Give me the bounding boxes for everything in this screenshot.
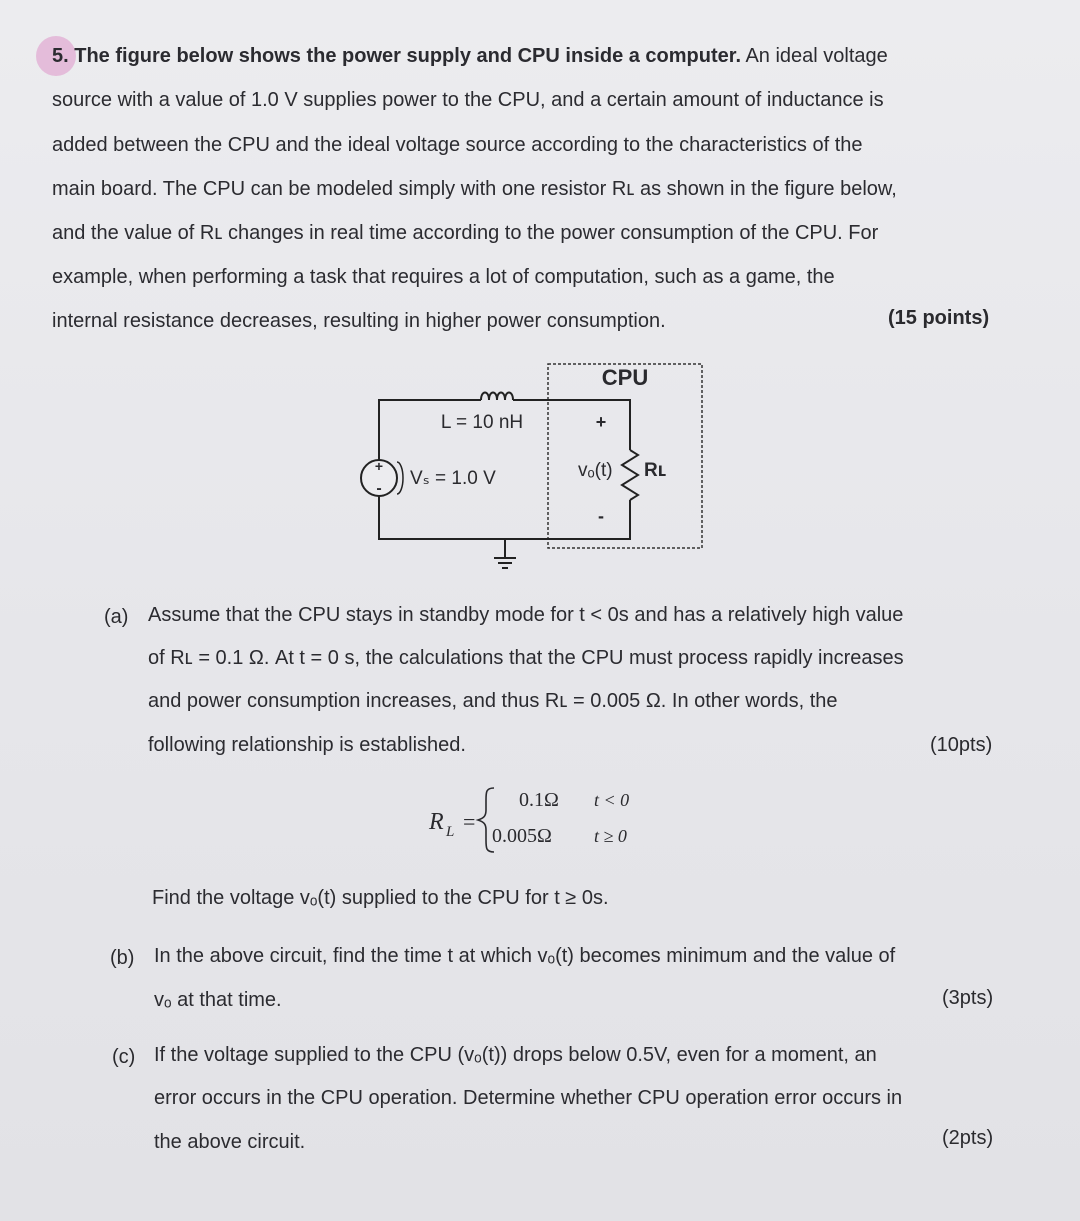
- plus-sign: +: [595, 412, 607, 432]
- intro-line-1-bold: 5. The figure below shows the power supply and CPU inside a computer.: [52, 45, 742, 67]
- part-c-line-3: the above circuit.: [154, 1131, 306, 1153]
- total-points: (15 points): [888, 307, 990, 329]
- part-b-label: (b): [110, 947, 135, 969]
- equation-equals: =: [463, 809, 476, 834]
- part-a-find: Find the voltage vₒ(t) supplied to the CPU for t ≥ 0s.: [152, 887, 609, 909]
- intro-line-5: and the value of Rʟ changes in real time according to the power consumption of the CPU. For: [52, 222, 879, 244]
- equation-case1-value: 0.1Ω: [519, 789, 559, 811]
- part-c-label: (c): [112, 1046, 136, 1068]
- part-a-points: (10pts): [930, 734, 993, 756]
- intro-line-2: source with a value of 1.0 V supplies power to the CPU, and a certain amount of inductance is: [52, 89, 884, 111]
- rl-label: Rʟ: [644, 460, 667, 481]
- intro-line-3: added between the CPU and the ideal voltage source according to the characteristics of the: [52, 134, 863, 156]
- part-b-line-1: In the above circuit, find the time t at which vₒ(t) becomes minimum and the value of: [154, 945, 896, 967]
- inductor-label: L = 10 nH: [440, 412, 524, 433]
- intro-line-4: main board. The CPU can be modeled simply with one resistor Rʟ as shown in the figure below,: [52, 178, 897, 200]
- part-c-line-1: If the voltage supplied to the CPU (vₒ(t)) drops below 0.5V, even for a moment, an: [154, 1044, 877, 1066]
- vo-label: vₒ(t): [578, 460, 613, 481]
- part-a-line-2: of Rʟ = 0.1 Ω. At t = 0 s, the calculations that the CPU must process rapidly increases: [148, 647, 904, 669]
- source-minus: -: [376, 480, 382, 497]
- equation-lhs: R: [429, 809, 444, 835]
- minus-sign: -: [598, 506, 604, 526]
- part-a-line-4: following relationship is established.: [148, 734, 466, 756]
- part-a-line-3: and power consumption increases, and thus Rʟ = 0.005 Ω. In other words, the: [148, 690, 838, 712]
- equation-case1-cond: t < 0: [594, 790, 630, 810]
- equation-case2-value: 0.005Ω: [492, 825, 552, 847]
- part-c-points: (2pts): [942, 1127, 994, 1149]
- intro-line-7: internal resistance decreases, resulting in higher power consumption.: [52, 310, 666, 332]
- cpu-label: CPU: [601, 365, 649, 390]
- equation-lhs-sub: L: [446, 824, 455, 840]
- intro-line-1-rest: An ideal voltage: [741, 45, 888, 67]
- part-b-points: (3pts): [942, 987, 994, 1009]
- part-a-label: (a): [104, 606, 129, 628]
- source-label: Vₛ = 1.0 V: [410, 468, 496, 489]
- part-b-line-2: vₒ at that time.: [154, 989, 282, 1011]
- part-c-line-2: error occurs in the CPU operation. Determine whether CPU operation error occurs in: [154, 1087, 903, 1109]
- equation-case2-cond: t ≥ 0: [594, 826, 627, 846]
- intro-line-6: example, when performing a task that requires a lot of computation, such as a game, the: [52, 266, 835, 288]
- part-a-line-1: Assume that the CPU stays in standby mode for t < 0s and has a relatively high value: [148, 604, 904, 626]
- source-plus: +: [374, 458, 384, 474]
